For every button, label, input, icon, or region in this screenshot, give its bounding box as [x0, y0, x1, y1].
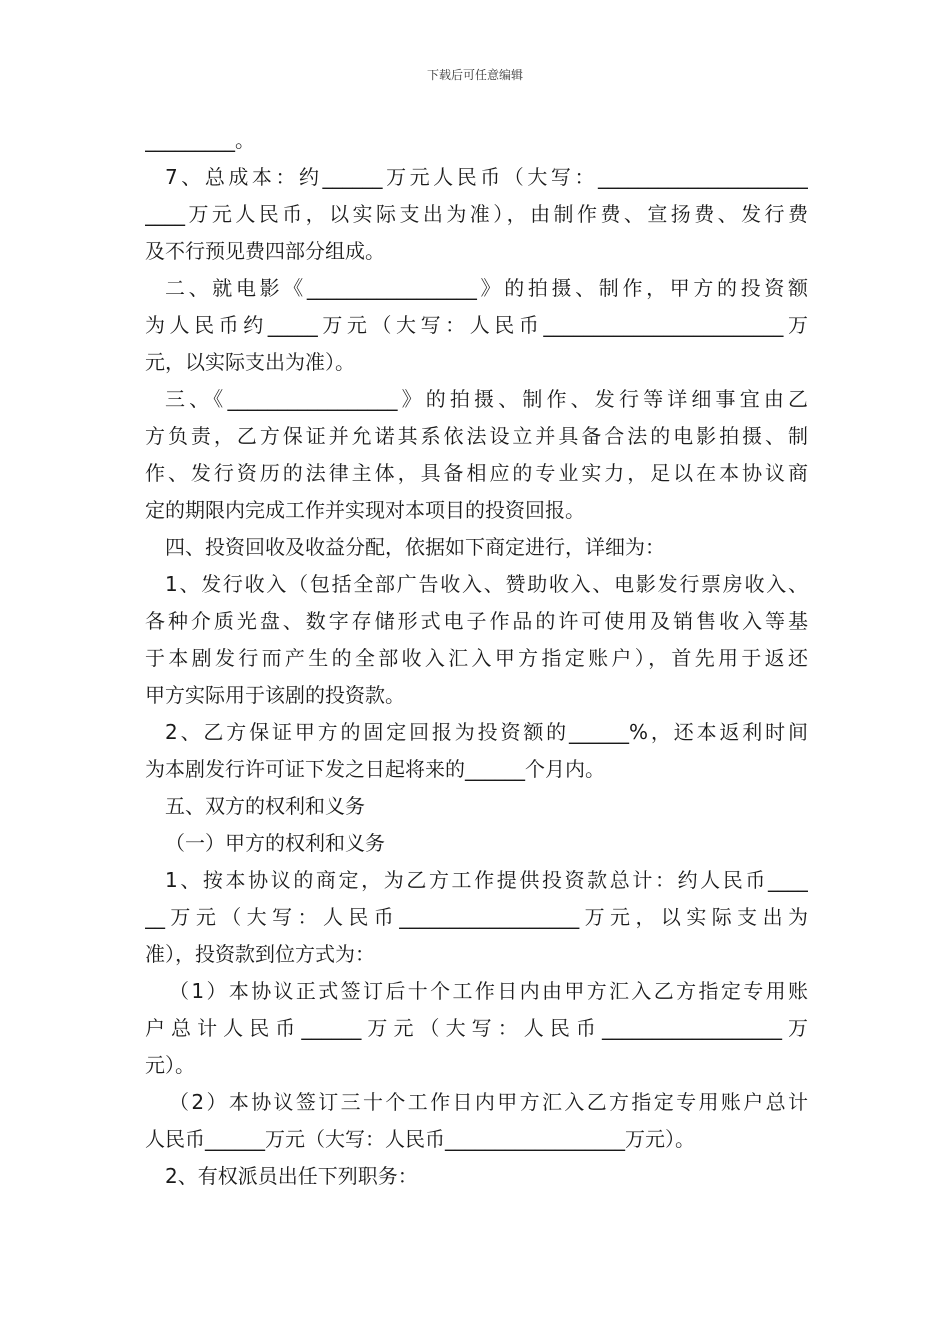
text-line: 7、总成本：约______万元人民币（大写：_____________________ — [165, 165, 808, 189]
text-line: 户总计人民币______万元（大写：人民币__________________万 — [145, 1016, 808, 1040]
text-line: 定的期限内完成工作并实现对本项目的投资回报。 — [145, 498, 585, 522]
text-line: 各种介质光盘、数字存储形式电子作品的许可使用及销售收入等基 — [145, 609, 808, 633]
text-line: 1、发行收入（包括全部广告收入、赞助收入、电影发行票房收入、 — [165, 572, 808, 596]
text-line: （1）本协议正式签订后十个工作日内由甲方汇入乙方指定专用账 — [169, 979, 808, 1003]
text-line: 2、有权派员出任下列职务： — [165, 1164, 418, 1188]
text-line: 1、按本协议的商定，为乙方工作提供投资款总计：约人民币____ — [165, 868, 808, 892]
text-line: 三、《_________________》的拍摄、制作、发行等详细事宜由乙 — [165, 387, 808, 411]
text-line: ____万元人民币，以实际支出为准），由制作费、宣扬费、发行费 — [145, 202, 808, 226]
text-line: 元）。 — [145, 1053, 195, 1077]
text-line: 为本剧发行许可证下发之日起将来的______个月内。 — [145, 757, 605, 781]
text-line: 于本剧发行而产生的全部收入汇入甲方指定账户），首先用于返还 — [145, 646, 808, 670]
document-body — [145, 122, 808, 1195]
text-line: 准），投资款到位方式为： — [145, 942, 375, 966]
page-header: 下载后可任意编辑 — [426, 68, 523, 82]
text-line: （2）本协议签订三十个工作日内甲方汇入乙方指定专用账户总计 — [169, 1090, 808, 1114]
text-line: 甲方实际用于该剧的投资款。 — [145, 683, 405, 707]
text-line: 2、乙方保证甲方的固定回报为投资额的______%，还本返利时间 — [165, 720, 808, 744]
text-line: __万元（大写：人民币__________________万元，以实际支出为 — [145, 905, 808, 929]
text-line: 及不行预见费四部分组成。 — [145, 239, 385, 263]
text-line: 元，以实际支出为准）。 — [145, 350, 355, 374]
text-line: 五、双方的权利和义务 — [165, 794, 365, 818]
text-line: _________。 — [145, 128, 255, 152]
text-line: 作、发行资历的法律主体，具备相应的专业实力，足以在本协议商 — [145, 461, 808, 485]
text-line: 二、就电影《_________________》的拍摄、制作，甲方的投资额 — [165, 276, 808, 300]
text-line: 方负责，乙方保证并允诺其系依法设立并具备合法的电影拍摄、制 — [145, 424, 808, 448]
text-line: 人民币______万元（大写：人民币__________________万元）。 — [145, 1127, 695, 1151]
text-line: 四、投资回收及收益分配，依据如下商定进行，详细为： — [165, 535, 665, 559]
text-line: 为人民币约_____万元（大写：人民币________________________万 — [145, 313, 808, 337]
text-line: （一）甲方的权利和义务 — [165, 831, 385, 855]
